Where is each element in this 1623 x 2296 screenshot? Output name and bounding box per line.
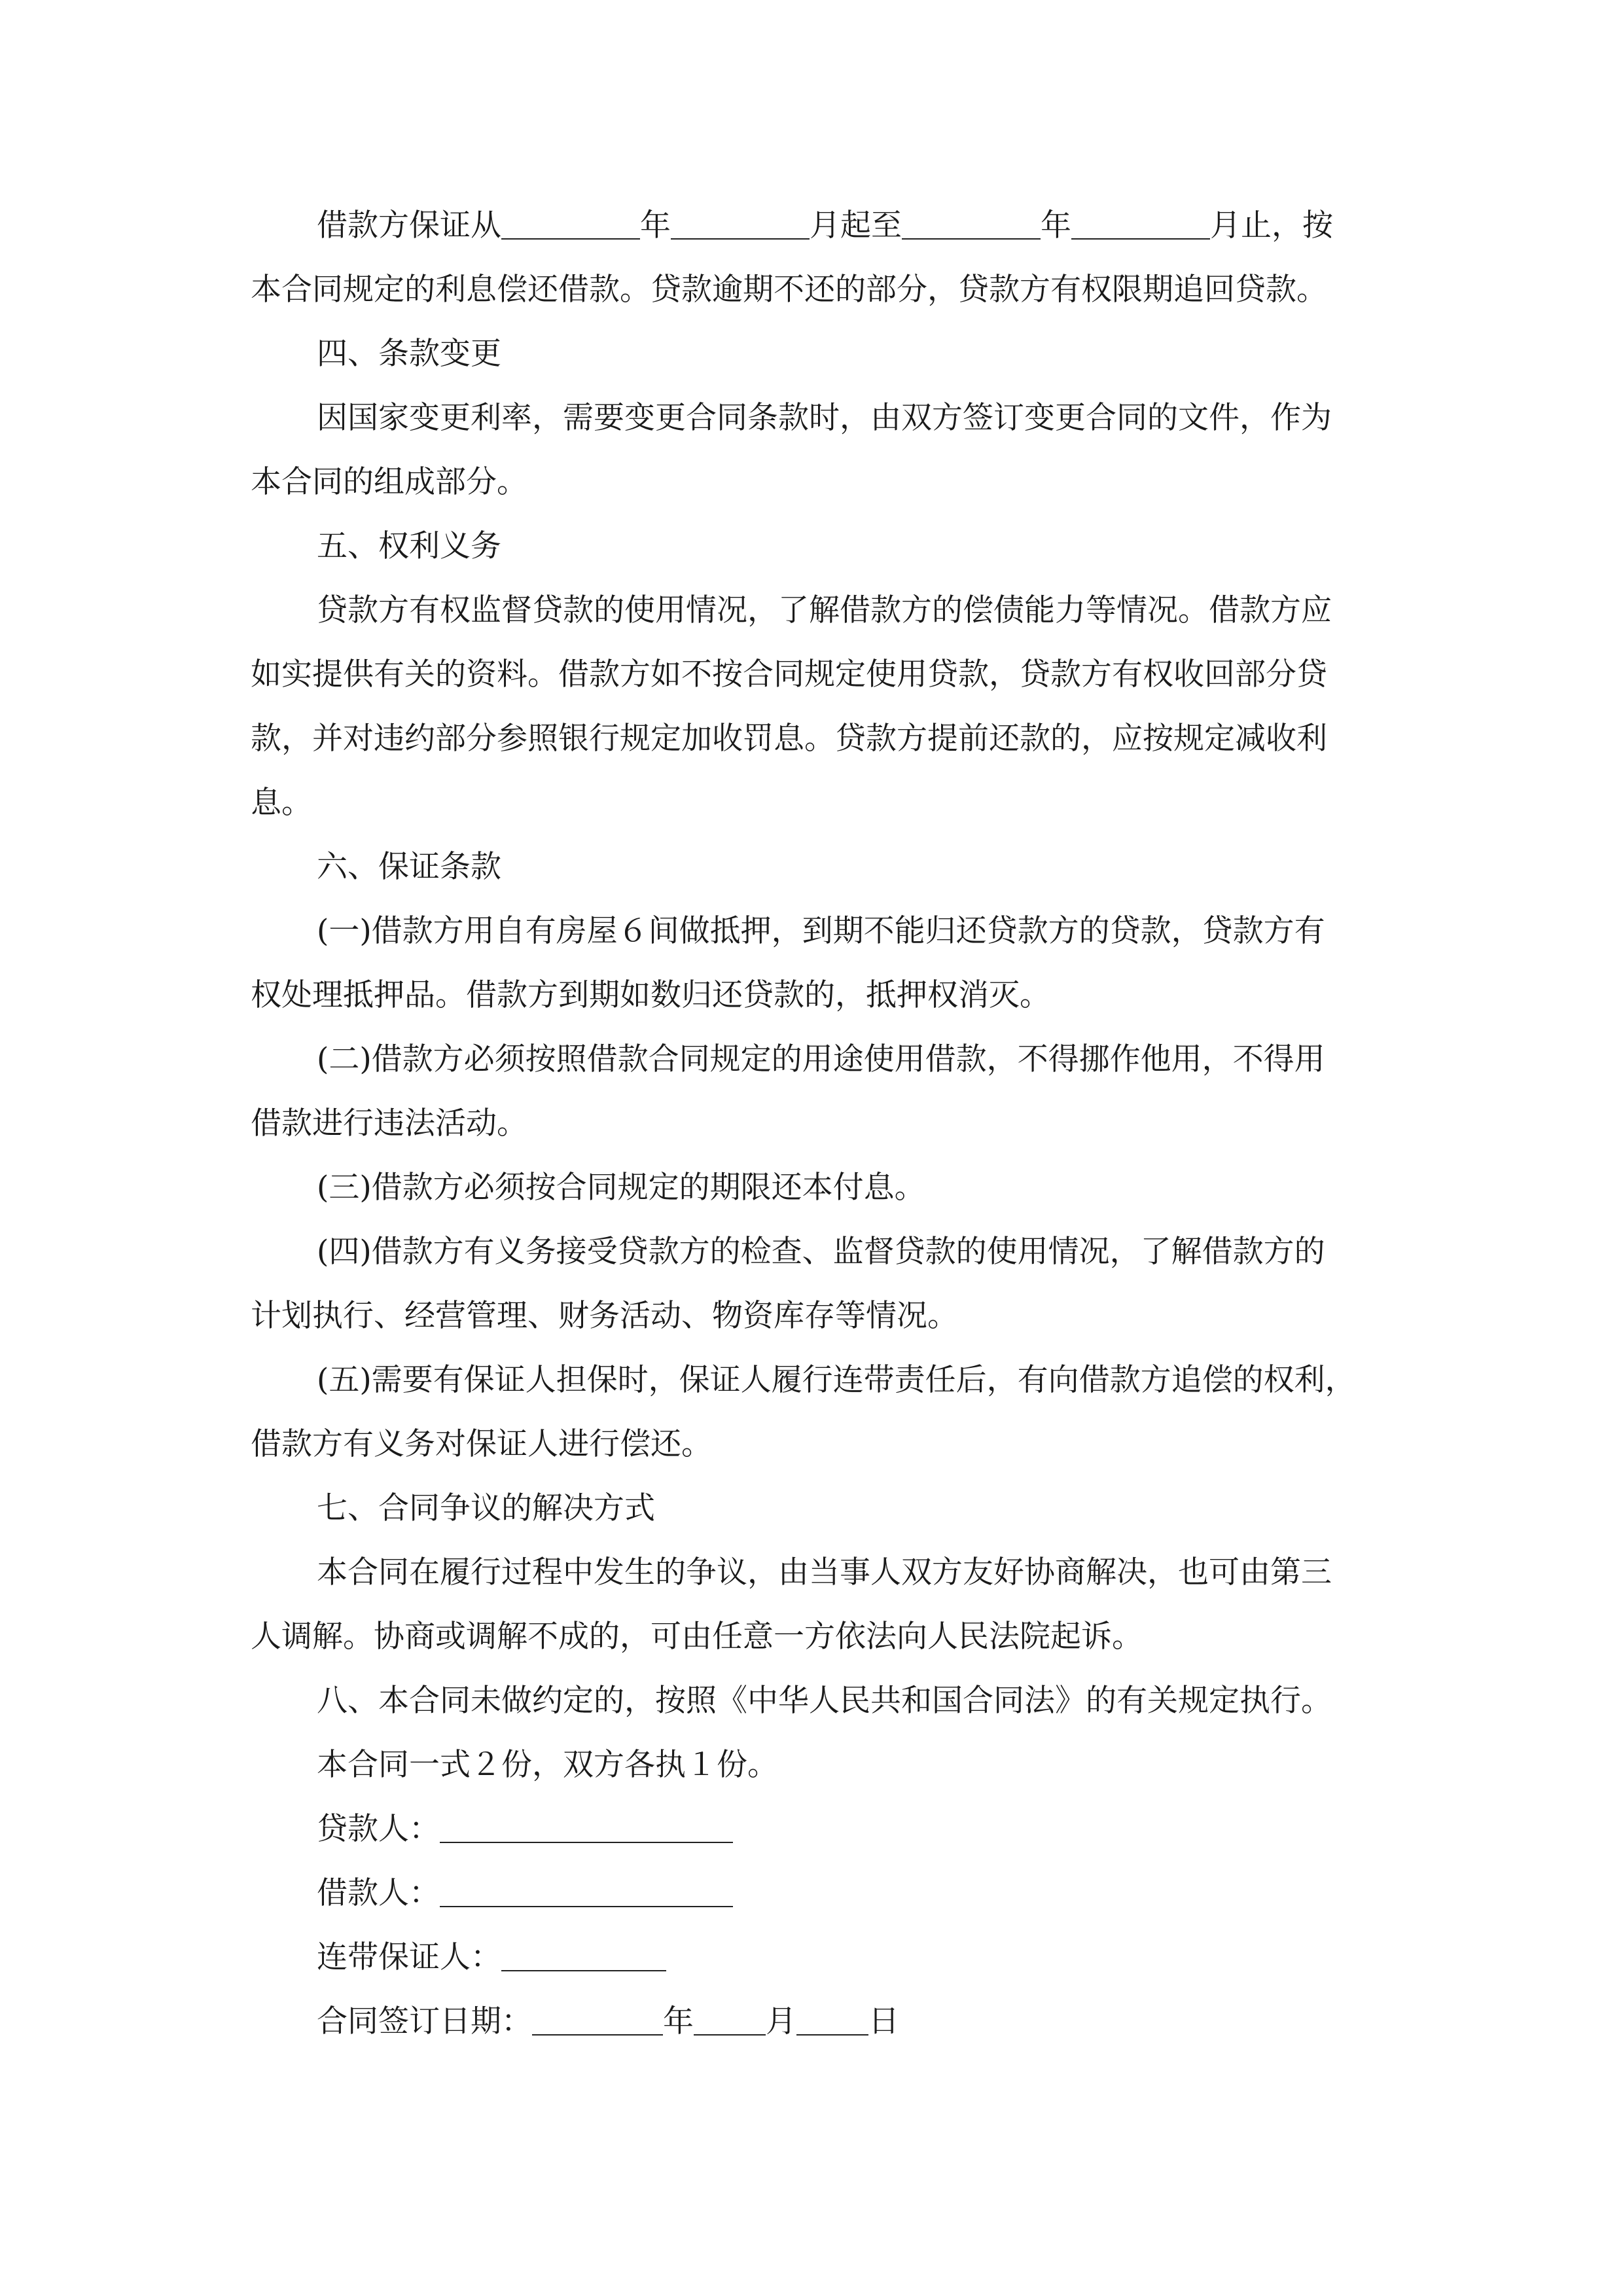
clause-4-line-2: 计划执行、经营管理、财务活动、物资库存等情况。 bbox=[251, 1298, 958, 1334]
start-year-blank[interactable] bbox=[501, 207, 640, 240]
clause-1-line-2: 权处理抵押品。借款方到期如数归还贷款的，抵押权消灭。 bbox=[251, 977, 1050, 1013]
lender-label: 贷款人： bbox=[317, 1811, 440, 1847]
end-year-blank[interactable] bbox=[902, 207, 1041, 240]
section-5-line-1: 贷款方有权监督贷款的使用情况，了解借款方的偿债能力等情况。借款方应 bbox=[317, 592, 1332, 628]
repayment-text-start: 借款方保证从 bbox=[317, 207, 501, 243]
start-month-blank[interactable] bbox=[671, 207, 810, 240]
clause-5 bbox=[251, 1348, 1375, 1477]
signing-day-label: 日 bbox=[868, 2003, 899, 2039]
signing-date-label: 合同签订日期： bbox=[317, 2003, 532, 2039]
clause-5-line-2: 借款方有义务对保证人进行偿还。 bbox=[251, 1426, 712, 1462]
signing-date-row bbox=[251, 1990, 1375, 2054]
section-7-heading: 七、合同争议的解决方式 bbox=[317, 1490, 655, 1526]
clause-2-line-2: 借款进行违法活动。 bbox=[251, 1105, 527, 1141]
section-4-line-1: 因国家变更利率，需要变更合同条款时，由双方签订变更合同的文件，作为 bbox=[317, 400, 1332, 436]
signing-month-blank[interactable] bbox=[694, 2003, 766, 2036]
section-5-paragraph bbox=[251, 579, 1375, 835]
lender-signature-row bbox=[251, 1797, 1375, 1861]
borrower-label: 借款人： bbox=[317, 1875, 440, 1911]
section-5-heading: 五、权利义务 bbox=[317, 528, 501, 564]
signing-day-blank[interactable] bbox=[796, 2003, 868, 2036]
lender-signature-blank[interactable] bbox=[440, 1811, 733, 1843]
section-6-heading: 六、保证条款 bbox=[317, 849, 501, 885]
section-7-paragraph bbox=[251, 1541, 1375, 1669]
repayment-clause bbox=[251, 194, 1375, 322]
section-4-line-2: 本合同的组成部分。 bbox=[251, 464, 527, 500]
signing-year-label: 年 bbox=[663, 2003, 694, 2039]
copies-paragraph: 本合同一式２份，双方各执１份。 bbox=[317, 1747, 778, 1783]
clause-2-line-1: (二)借款方必须按照借款合同规定的用途使用借款，不得挪作他用，不得用 bbox=[317, 1041, 1325, 1077]
contract-body bbox=[251, 194, 1375, 2054]
clause-3-line-1: (三)借款方必须按合同规定的期限还本付息。 bbox=[317, 1170, 925, 1206]
month-to-label: 月止，按 bbox=[1210, 207, 1333, 243]
clause-2 bbox=[251, 1028, 1375, 1156]
signing-month-label: 月 bbox=[766, 2003, 796, 2039]
borrower-signature-blank[interactable] bbox=[440, 1875, 733, 1907]
clause-5-line-1: (五)需要有保证人担保时，保证人履行连带责任后，有向借款方追偿的权利， bbox=[317, 1362, 1356, 1398]
section-5-line-2: 如实提供有关的资料。借款方如不按合同规定使用贷款，贷款方有权收回部分贷 bbox=[251, 656, 1327, 692]
clause-1 bbox=[251, 899, 1375, 1028]
section-5-line-3: 款，并对违约部分参照银行规定加收罚息。贷款方提前还款的，应按规定减收利 bbox=[251, 721, 1327, 757]
clause-3 bbox=[251, 1156, 1375, 1220]
clause-4-line-1: (四)借款方有义务接受贷款方的检查、监督贷款的使用情况，了解借款方的 bbox=[317, 1234, 1325, 1270]
guarantor-signature-blank[interactable] bbox=[501, 1939, 666, 1971]
repayment-clause-line-1 bbox=[251, 194, 1375, 258]
guarantor-label: 连带保证人： bbox=[317, 1939, 501, 1975]
guarantor-signature-row bbox=[251, 1926, 1375, 1990]
repayment-clause-line-2: 本合同规定的利息偿还借款。贷款逾期不还的部分，贷款方有权限期追回贷款。 bbox=[251, 272, 1327, 308]
section-5-line-4: 息。 bbox=[251, 785, 312, 821]
clause-1-line-1: (一)借款方用自有房屋６间做抵押，到期不能归还贷款方的贷款，贷款方有 bbox=[317, 913, 1325, 949]
month-from-label: 月起至 bbox=[810, 207, 902, 243]
borrower-signature-row bbox=[251, 1861, 1375, 1926]
year-label: 年 bbox=[640, 207, 671, 243]
clause-4 bbox=[251, 1220, 1375, 1348]
signing-year-blank[interactable] bbox=[532, 2003, 663, 2036]
year-label-2: 年 bbox=[1041, 207, 1071, 243]
section-7-line-1: 本合同在履行过程中发生的争议，由当事人双方友好协商解决，也可由第三 bbox=[317, 1554, 1332, 1590]
section-7-line-2: 人调解。协商或调解不成的，可由任意一方依法向人民法院起诉。 bbox=[251, 1619, 1143, 1655]
section-4-heading: 四、条款变更 bbox=[317, 336, 501, 372]
end-month-blank[interactable] bbox=[1071, 207, 1210, 240]
section-8-paragraph: 八、本合同未做约定的，按照《中华人民共和国合同法》的有关规定执行。 bbox=[317, 1683, 1332, 1719]
section-4-paragraph bbox=[251, 386, 1375, 514]
